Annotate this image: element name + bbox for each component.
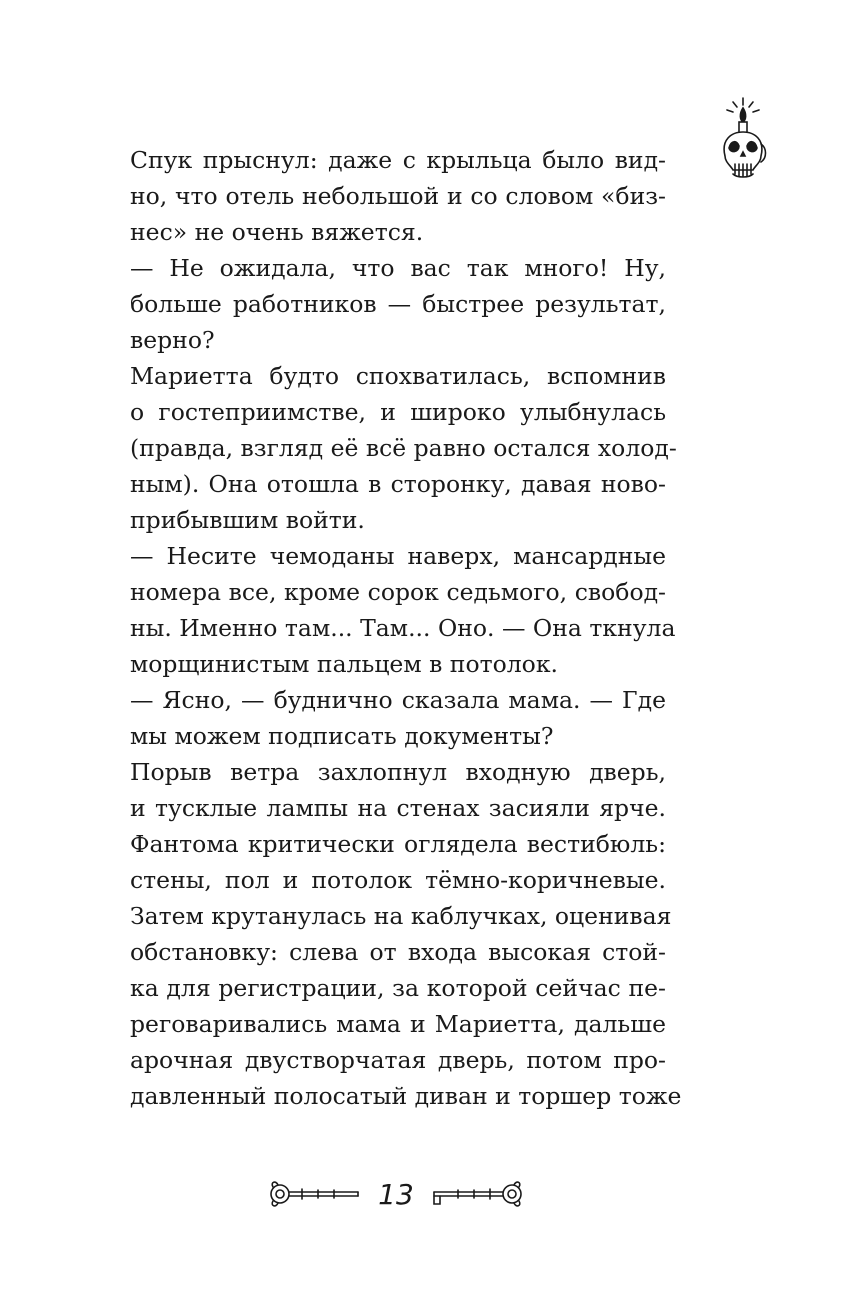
text-line: больше работников — быстрее результат, [130,290,666,318]
skull-candle-icon [715,96,771,182]
text-line: номера все, кроме сорок седьмого, свобод- [130,578,666,606]
text-line: ны. Именно там... Там... Оно. — Она ткнула [130,614,676,642]
text-line: — Ясно, — буднично сказала мама. — Где [130,686,666,714]
page-footer [0,1170,844,1220]
text-line: о гостеприимстве, и широко улыбнулась [130,398,666,426]
text-line: (правда, взгляд её всё равно остался холод- [130,434,677,462]
text-line: Затем крутанулась на каблучках, оценивая [130,902,672,930]
text-line: мы можем подписать документы? [130,722,554,750]
text-line: Мариетта будто спохватилась, вспомнив [130,362,666,390]
text-line: давленный полосатый диван и торшер тоже [130,1082,682,1110]
text-line: прибывшим войти. [130,506,365,534]
text-line: — Не ожидала, что вас так много! Ну, [130,254,666,282]
key-left-icon [268,1176,364,1212]
page-number: 13 [378,1178,414,1211]
text-line: морщинистым пальцем в потолок. [130,650,558,678]
text-line: — Несите чемоданы наверх, мансардные [130,542,666,570]
text-line: верно? [130,326,215,354]
text-line: и тусклые лампы на стенах засияли ярче. [130,794,666,822]
text-line: Фантома критически оглядела вестибюль: [130,830,666,858]
text-line: реговаривались мама и Мариетта, дальше [130,1010,666,1038]
text-line: арочная двустворчатая дверь, потом про- [130,1046,666,1074]
text-line: Порыв ветра захлопнул входную дверь, [130,758,666,786]
text-line: но, что отель небольшой и со словом «биз- [130,182,666,210]
text-line: ным). Она отошла в сторонку, давая ново- [130,470,666,498]
text-line: Спук прыснул: даже с крыльца было вид- [130,146,666,174]
text-line: ка для регистрации, за которой сейчас пе- [130,974,666,1002]
key-right-icon [428,1176,524,1212]
text-line: стены, пол и потолок тёмно-коричневые. [130,866,666,894]
text-line: нес» не очень вяжется. [130,218,424,246]
text-line: обстановку: слева от входа высокая стой- [130,938,666,966]
